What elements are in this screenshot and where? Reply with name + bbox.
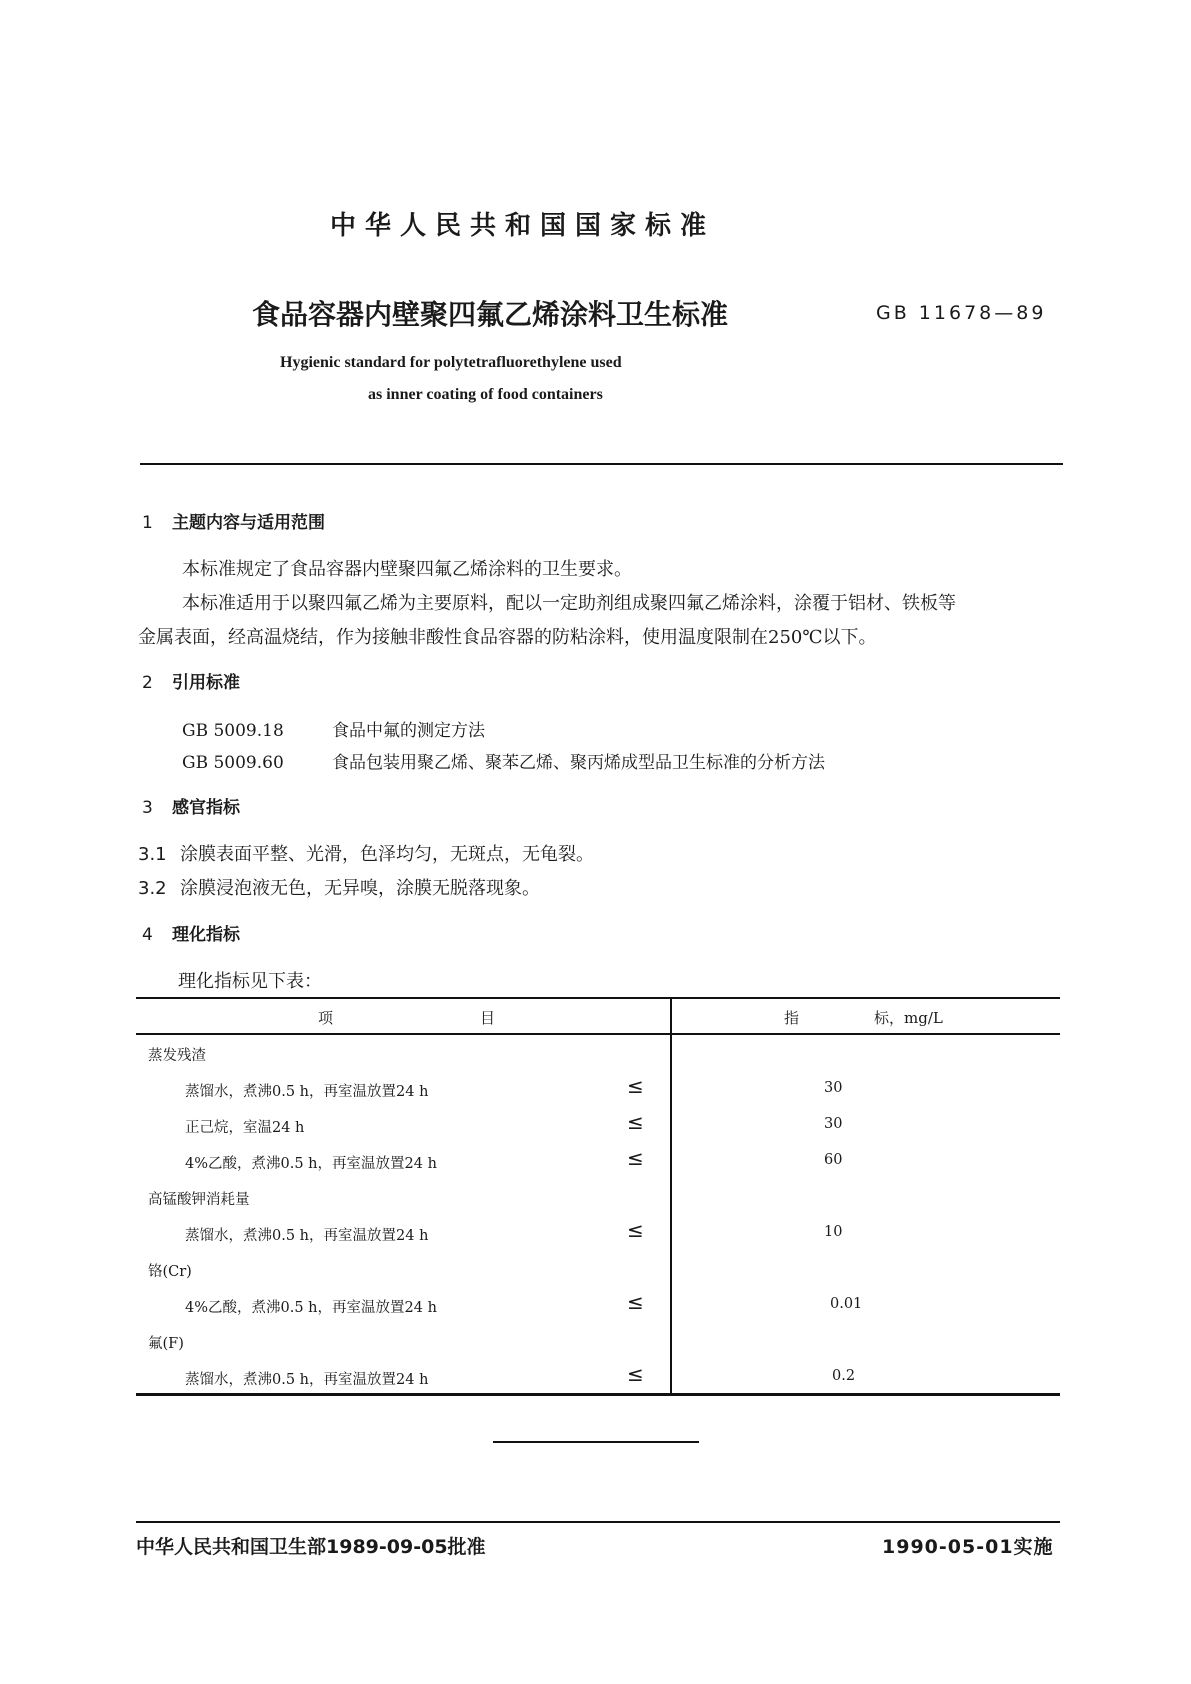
table-category: 蒸发残渣: [148, 1048, 206, 1064]
table-category: 氟(F): [148, 1336, 184, 1352]
section-number: 2: [142, 673, 153, 693]
le-symbol: ≤: [627, 1110, 644, 1134]
paragraph: 本标准适用于以聚四氟乙烯为主要原料，配以一定助剂组成聚四氟乙烯涂料，涂覆于铝材、铁板等: [182, 593, 956, 614]
english-title-line-1: Hygienic standard for polytetrafluorethylene used: [280, 354, 622, 371]
footer-divider: [136, 1521, 1060, 1523]
section-4-heading: [142, 920, 240, 945]
table-bottom-border: [136, 1393, 1060, 1396]
header-item-char-1: 项: [318, 1009, 334, 1027]
table-row-value: 10: [824, 1224, 843, 1240]
table-category: 铬(Cr): [148, 1264, 192, 1280]
section-title: 感官指标: [172, 798, 240, 818]
reference-code: GB 5009.60: [182, 753, 284, 773]
table-row-value: 0.2: [832, 1368, 856, 1384]
table-category: 高锰酸钾消耗量: [148, 1192, 250, 1208]
header-divider: [140, 463, 1063, 465]
reference-title: 食品中氟的测定方法: [332, 721, 485, 741]
standard-code: GB 11678—89: [876, 302, 1047, 324]
table-row-label: 蒸馏水，煮沸0.5 h，再室温放置24 h: [185, 1372, 429, 1388]
section-number: 3: [142, 798, 153, 818]
header-indicator-unit: 标，mg/L: [874, 1009, 943, 1027]
section-2-heading: [142, 668, 240, 693]
section-1-heading: [142, 508, 325, 533]
section-number: 1: [142, 513, 153, 533]
effective-date-line: 1990-05-01实施: [882, 1536, 1054, 1558]
le-symbol: ≤: [627, 1218, 644, 1242]
document-title: 食品容器内壁聚四氟乙烯涂料卫生标准: [252, 298, 729, 331]
table-column-divider: [670, 997, 672, 1395]
paragraph: 金属表面，经高温烧结，作为接触非酸性食品容器的防粘涂料，使用温度限制在250℃以下。: [138, 627, 877, 648]
national-standard-title: 中华人民共和国国家标准: [330, 211, 716, 241]
reference-code: GB 5009.18: [182, 721, 284, 741]
le-symbol: ≤: [627, 1362, 644, 1386]
header-item-char-2: 目: [480, 1009, 496, 1027]
reference-title: 食品包装用聚乙烯、聚苯乙烯、聚丙烯成型品卫生标准的分析方法: [332, 753, 825, 773]
clause-item: [138, 874, 540, 900]
clause-number: 3.1: [138, 844, 167, 865]
table-row-label: 蒸馏水，煮沸0.5 h，再室温放置24 h: [185, 1228, 429, 1244]
clause-text: 涂膜表面平整、光滑，色泽均匀，无斑点，无龟裂。: [180, 844, 594, 865]
table-row-label: 蒸馏水，煮沸0.5 h，再室温放置24 h: [185, 1084, 429, 1100]
clause-item: [138, 840, 594, 866]
paragraph: 本标准规定了食品容器内壁聚四氟乙烯涂料的卫生要求。: [182, 559, 632, 580]
table-intro: 理化指标见下表：: [178, 971, 322, 992]
clause-number: 3.2: [138, 878, 167, 899]
table-row-value: 0.01: [830, 1296, 863, 1312]
table-row-value: 30: [824, 1116, 843, 1132]
english-title-line-2: as inner coating of food containers: [368, 386, 603, 403]
section-title: 理化指标: [172, 925, 240, 945]
table-row-label: 4%乙酸，煮沸0.5 h，再室温放置24 h: [185, 1156, 437, 1172]
section-title: 主题内容与适用范围: [172, 513, 325, 533]
table-row-value: 60: [824, 1152, 843, 1168]
section-number: 4: [142, 925, 153, 945]
le-symbol: ≤: [627, 1074, 644, 1098]
le-symbol: ≤: [627, 1290, 644, 1314]
table-header-border: [136, 1033, 1060, 1035]
table-top-border: [136, 997, 1060, 999]
section-title: 引用标准: [172, 673, 240, 693]
header-indicator-char-1: 指: [784, 1009, 800, 1027]
table-row-label: 正己烷，室温24 h: [185, 1120, 305, 1136]
le-symbol: ≤: [627, 1146, 644, 1170]
end-of-text-rule: [493, 1441, 699, 1443]
reference-item: [182, 748, 825, 773]
clause-text: 涂膜浸泡液无色，无异嗅，涂膜无脱落现象。: [180, 878, 540, 899]
approval-line: 中华人民共和国卫生部1989-09-05批准: [136, 1536, 486, 1558]
section-3-heading: [142, 793, 240, 818]
reference-item: [182, 716, 485, 741]
table-row-label: 4%乙酸，煮沸0.5 h，再室温放置24 h: [185, 1300, 437, 1316]
table-row-value: 30: [824, 1080, 843, 1096]
